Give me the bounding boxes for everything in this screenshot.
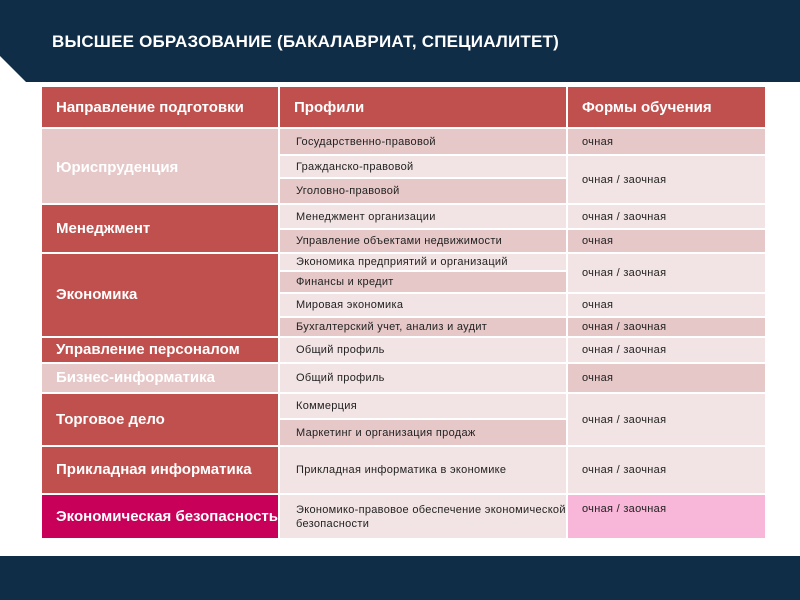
profile-row: Финансы и кредит (280, 272, 566, 292)
form-row: очная / заочная (568, 447, 765, 493)
form-row: очная / заочная (568, 318, 765, 336)
profile-row: Менеджмент организации (280, 205, 566, 228)
profile-row: Экономико-правовое обеспечение экономической безопасности (280, 495, 566, 538)
direction-law: Юриспруденция (42, 129, 278, 203)
profile-row: Управление объектами недвижимости (280, 230, 566, 252)
profile-row: Государственно-правовой (280, 129, 566, 154)
form-row: очная / заочная (568, 205, 765, 228)
profile-row: Маркетинг и организация продаж (280, 420, 566, 445)
direction-economic-security: Экономическая безопасность (42, 495, 278, 538)
direction-hr: Управление персоналом (42, 338, 278, 362)
profile-row: Коммерция (280, 394, 566, 418)
header-profiles: Профили (280, 87, 566, 127)
form-row: очная / заочная (568, 254, 765, 292)
profile-row: Гражданско-правовой (280, 156, 566, 177)
form-row: очная / заочная (568, 495, 765, 538)
form-row: очная / заочная (568, 394, 765, 445)
direction-trade: Торговое дело (42, 394, 278, 445)
form-row: очная / заочная (568, 156, 765, 203)
direction-business-informatics: Бизнес-информатика (42, 364, 278, 392)
form-row: очная (568, 294, 765, 316)
profile-row: Экономика предприятий и организаций (280, 254, 566, 270)
profile-row: Общий профиль (280, 338, 566, 362)
profile-row: Уголовно-правовой (280, 179, 566, 203)
form-row: очная / заочная (568, 338, 765, 362)
direction-management: Менеджмент (42, 205, 278, 252)
footer-bar (0, 556, 800, 600)
page-title: ВЫСШЕЕ ОБРАЗОВАНИЕ (БАКАЛАВРИАТ, СПЕЦИАЛИТЕТ) (52, 32, 559, 51)
profile-row: Мировая экономика (280, 294, 566, 316)
profile-row: Бухгалтерский учет, анализ и аудит (280, 318, 566, 336)
direction-applied-informatics: Прикладная информатика (42, 447, 278, 493)
profile-row: Общий профиль (280, 364, 566, 392)
form-row: очная (568, 364, 765, 392)
form-row: очная (568, 129, 765, 154)
form-row: очная (568, 230, 765, 252)
profile-row: Прикладная информатика в экономике (280, 447, 566, 493)
header-forms: Формы обучения (568, 87, 765, 127)
header-direction: Направление подготовки (42, 87, 278, 127)
direction-economics: Экономика (42, 254, 278, 336)
